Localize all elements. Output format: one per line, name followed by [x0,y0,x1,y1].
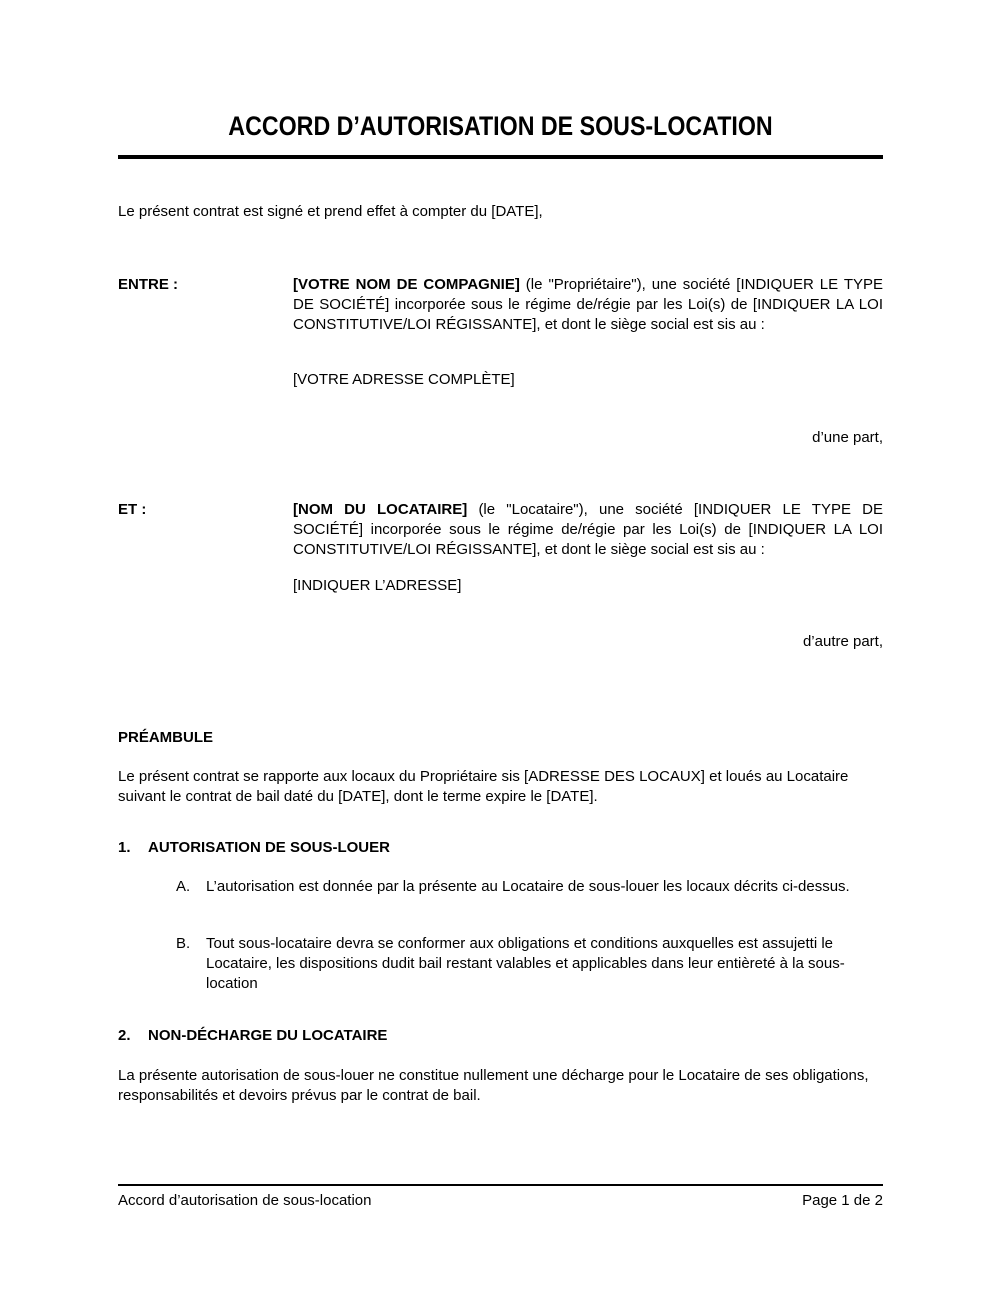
item-b-indent [118,934,176,994]
party-label-et: ET : [118,501,147,518]
party-closing-entre: d’une part, [812,429,883,446]
item-a-letter: A. [176,878,191,895]
party-name-placeholder-entre: [VOTRE NOM DE COMPAGNIE] [293,276,520,293]
footer-page-number: Page 1 de 2 [802,1192,883,1209]
party-closing-et: d’autre part, [802,633,883,650]
section-1-item-b [118,934,883,994]
section-2-title: NON-DÉCHARGE DU LOCATAIRE [148,1027,388,1044]
section-2-body: La présente autorisation de sous-louer ne constitue nullement une décharge pour le Locataire de ses obligations, responsabilités et devoirs prévus par le contrat de bail. [118,1067,869,1104]
party-description-et: (le "Locataire"), une société [INDIQUER LE TYPE DE SOCIÉTÉ] incorporée sous le régime de/régie par les Loi(s) de [INDIQUER LA LOI CONSTITUTIVE/LOI RÉGISSANTE], et dont le siège social est sis au : [293,501,883,558]
footer [118,1191,883,1211]
party-block-et [118,500,883,560]
party-address-entre: [VOTRE ADRESSE COMPLÈTE] [293,371,515,388]
party-name-placeholder-et: [NOM DU LOCATAIRE] [293,501,468,518]
party-description-entre: (le "Propriétaire"), une société [INDIQUER LE TYPE DE SOCIÉTÉ] incorporée sous le régime de/régie par les Loi(s) de [INDIQUER LA LOI CONSTITUTIVE/LOI RÉGISSANTE], et dont le siège social est sis au : [293,276,883,333]
preamble-body: Le présent contrat se rapporte aux locaux du Propriétaire sis [ADRESSE DES LOCAUX] et loués au Locataire suivant le contrat de bail daté du [DATE], dont le terme expire le [DATE]. [118,768,849,805]
party-address-wrap-entre [118,370,883,390]
party-block-entre [118,275,883,335]
section-1-item-a [118,877,883,897]
party-label-entre: ENTRE : [118,276,178,293]
item-b-text: Tout sous-locataire devra se conformer aux obligations et conditions auxquelles est assujetti le Locataire, les dispositions dudit bail restant valables et applicables dans leur entièreté à la sous-location [206,935,845,992]
party-address-wrap-et [118,576,883,596]
party-text-et [293,500,883,560]
footer-rule [118,1184,883,1186]
section-1-heading [118,838,883,858]
section-1-number: 1. [118,839,131,856]
section-2-heading [118,1026,883,1046]
preamble-heading: PRÉAMBULE [118,729,214,746]
document-title-text: ACCORD D’AUTORISATION DE SOUS-LOCATION [228,111,773,141]
party-address-et: [INDIQUER L’ADRESSE] [293,577,462,594]
item-a-indent [118,877,176,897]
section-2-number: 2. [118,1027,131,1044]
document-title [118,109,883,143]
item-b-letter: B. [176,935,191,952]
section-1-title: AUTORISATION DE SOUS-LOUER [148,839,390,856]
title-rule [118,155,883,159]
party-text-entre [293,275,883,335]
intro-paragraph: Le présent contrat est signé et prend effet à compter du [DATE], [118,203,543,220]
footer-document-name: Accord d’autorisation de sous-location [118,1192,372,1209]
item-a-text: L’autorisation est donnée par la présente au Locataire de sous-louer les locaux décrits ci-dessus. [206,878,850,895]
